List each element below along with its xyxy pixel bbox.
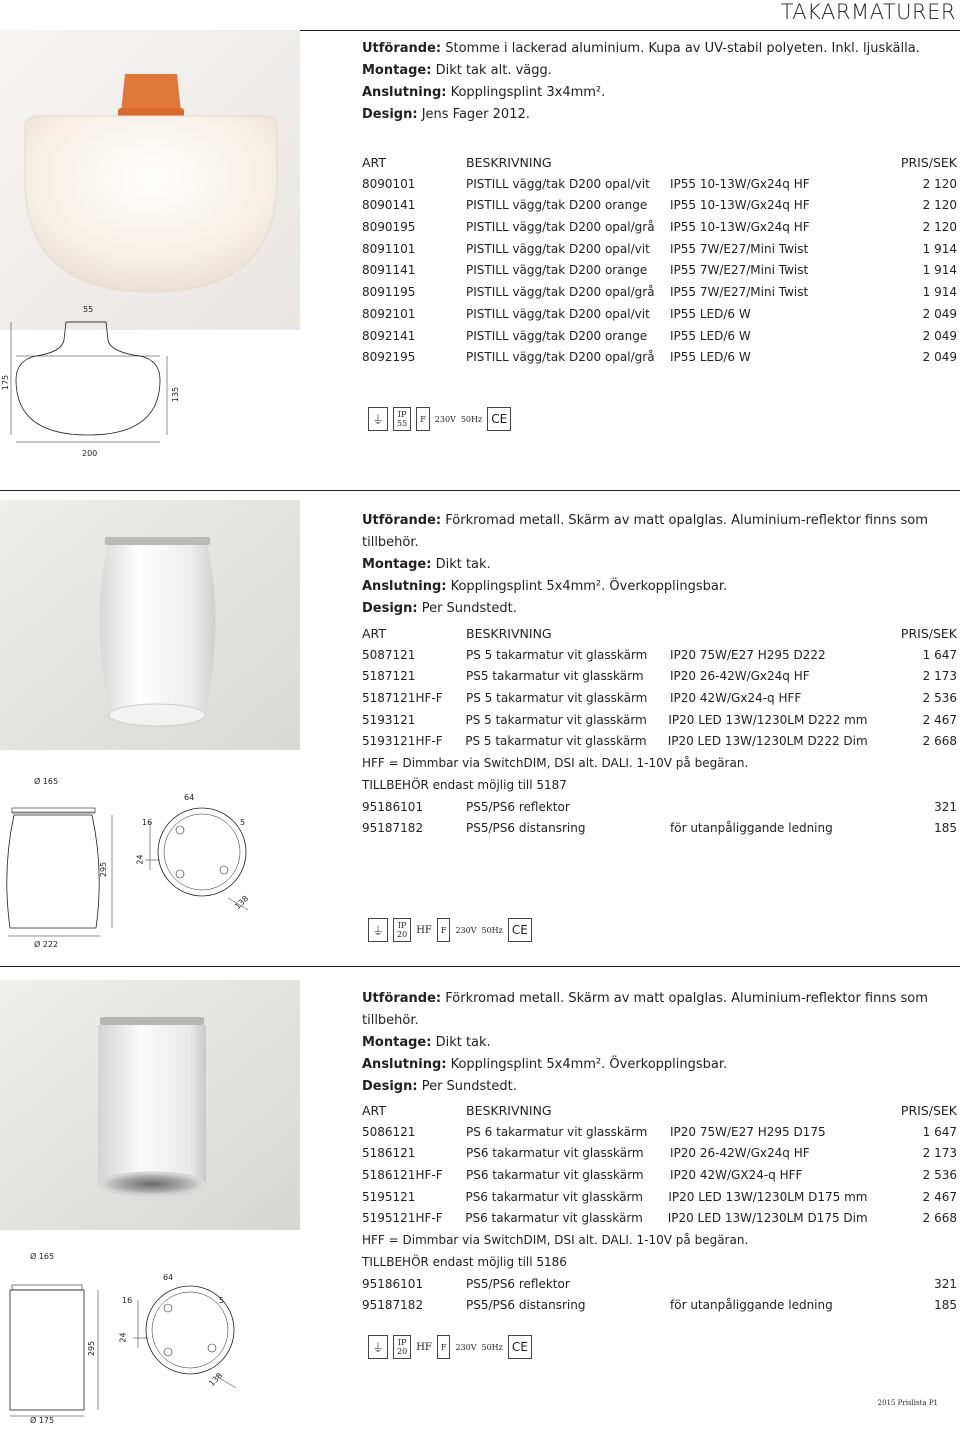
f-mark-icon: F <box>437 918 451 942</box>
pistill-price-table <box>362 152 957 369</box>
intro-line: Anslutning: Kopplingsplint 5x4mm². Överkopplingsbar. <box>362 1057 728 1072</box>
table-row: 5193121HF-F PS 5 takarmatur vit glasskärm IP20 LED 13W/1230LM D222 Dim 2 668 <box>362 734 957 749</box>
dim-5: 5 <box>219 1296 225 1305</box>
dim-bottom: Ø 222 <box>34 940 59 949</box>
hz-label: 50Hz <box>481 1342 503 1352</box>
intro-line: Montage: Dikt tak alt. vägg. <box>362 63 552 78</box>
table-row: 5187121HF-F PS 5 takarmatur vit glasskärm IP20 42W/Gx24-q HFF 2 536 <box>362 691 957 706</box>
dim-24: 24 <box>118 1332 128 1343</box>
ip-rating-icon: IP 20 <box>393 918 411 942</box>
hz-label: 50Hz <box>481 925 503 935</box>
table-row: 8092101 PISTILL vägg/tak D200 opal/vit IP55 LED/6 W 2 049 <box>362 306 957 321</box>
dim-135: 135 <box>171 386 181 403</box>
dim-16: 16 <box>122 1296 133 1305</box>
intro-line: Montage: Dikt tak. <box>362 557 491 572</box>
ps5-technical-drawing <box>0 760 260 960</box>
pistill-intro <box>362 38 920 126</box>
table-row: 8092195 PISTILL vägg/tak D200 opal/grå IP55 LED/6 W 2 049 <box>362 350 957 365</box>
table-header: ART BESKRIVNING PRIS/SEK <box>362 626 957 641</box>
accessory-row: 95186101 PS5/PS6 reflektor 321 <box>362 799 957 814</box>
table-row: 8092141 PISTILL vägg/tak D200 orange IP55 LED/6 W 2 049 <box>362 328 957 343</box>
intro-line: Montage: Dikt tak. <box>362 1035 491 1050</box>
ps6-photo <box>0 980 300 1230</box>
pistill-photo <box>0 30 300 330</box>
ce-mark-icon: CE <box>508 1335 532 1359</box>
intro-line: Anslutning: Kopplingsplint 5x4mm². Överkopplingsbar. <box>362 579 728 594</box>
accessory-row: 95186101 PS5/PS6 reflektor 321 <box>362 1276 957 1291</box>
table-row: 8090195 PISTILL vägg/tak D200 opal/grå IP55 10-13W/Gx24q HF 2 120 <box>362 220 957 235</box>
footer-label: 2015 Prislista P1 <box>877 1399 938 1407</box>
ip-rating-icon: IP 20 <box>393 1335 411 1359</box>
ps6-certifications <box>368 1334 532 1360</box>
table-row: 5193121 PS 5 takarmatur vit glasskärm IP20 LED 13W/1230LM D222 mm 2 467 <box>362 712 957 727</box>
intro-line: Utförande: Förkromad metall. Skärm av matt opalglas. Aluminium-reflektor finns som tillbehör. <box>362 513 928 550</box>
dim-top: Ø 165 <box>30 1252 55 1261</box>
hff-note: HFF = Dimmbar via SwitchDIM, DSI alt. DALI. 1-10V på begäran. <box>362 1233 749 1248</box>
table-row: 5195121 PS6 takarmatur vit glasskärm IP20 LED 13W/1230LM D175 mm 2 467 <box>362 1189 957 1204</box>
earth-icon: ⏚ <box>368 918 388 942</box>
hff-note: HFF = Dimmbar via SwitchDIM, DSI alt. DALI. 1-10V på begäran. <box>362 756 749 771</box>
table-row: 5186121HF-F PS6 takarmatur vit glasskärm IP20 42W/GX24-q HFF 2 536 <box>362 1168 957 1183</box>
f-mark-icon: F <box>437 1335 451 1359</box>
dim-64: 64 <box>163 1273 174 1282</box>
ps5-photo <box>0 500 300 750</box>
table-row: 5195121HF-F PS6 takarmatur vit glasskärm IP20 LED 13W/1230LM D175 Dim 2 668 <box>362 1211 957 1226</box>
ps5-intro <box>362 510 960 620</box>
earth-icon: ⏚ <box>368 407 388 431</box>
table-header: ART BESKRIVNING PRIS/SEK <box>362 1103 957 1118</box>
pistill-technical-drawing <box>0 300 200 460</box>
dim-138: 138 <box>233 893 251 912</box>
pistill-certifications <box>368 406 511 432</box>
accessories-title: TILLBEHÖR endast möjlig till 5187 <box>362 777 567 792</box>
table-row: 5087121 PS 5 takarmatur vit glasskärm IP20 75W/E27 H295 D222 1 647 <box>362 647 957 662</box>
table-row: 5186121 PS6 takarmatur vit glasskärm IP20 26-42W/Gx24q HF 2 173 <box>362 1146 957 1161</box>
section-rule <box>0 966 960 967</box>
dim-24: 24 <box>135 854 145 865</box>
intro-line: Design: Per Sundstedt. <box>362 1079 517 1094</box>
voltage-label: 230V <box>455 925 477 935</box>
hf-label: HF <box>416 924 432 936</box>
ps5-certifications <box>368 917 532 943</box>
table-header: ART BESKRIVNING PRIS/SEK <box>362 155 957 170</box>
intro-line: Anslutning: Kopplingsplint 3x4mm². <box>362 85 606 100</box>
table-row: 5086121 PS 6 takarmatur vit glasskärm IP20 75W/E27 H295 D175 1 647 <box>362 1124 957 1139</box>
dim-138: 138 <box>207 1370 225 1389</box>
table-row: 8090141 PISTILL vägg/tak D200 orange IP55 10-13W/Gx24q HF 2 120 <box>362 198 957 213</box>
table-row: 5187121 PS5 takarmatur vit glasskärm IP20 26-42W/Gx24q HF 2 173 <box>362 669 957 684</box>
hz-label: 50Hz <box>460 414 483 424</box>
earth-icon: ⏚ <box>368 1335 388 1359</box>
dim-height: 295 <box>99 861 109 878</box>
ps6-technical-drawing <box>0 1240 260 1430</box>
ps6-intro <box>362 988 960 1098</box>
accessory-row: 95187182 PS5/PS6 distansring för utanpåliggande ledning 185 <box>362 821 957 836</box>
hf-label: HF <box>416 1341 432 1353</box>
dim-55: 55 <box>83 305 94 314</box>
accessories-title: TILLBEHÖR endast möjlig till 5186 <box>362 1254 567 1269</box>
voltage-label: 230V <box>455 1342 477 1352</box>
dim-5: 5 <box>240 818 246 827</box>
f-mark-icon: F <box>416 407 430 431</box>
category-title: TAKARMATURER <box>780 0 956 24</box>
intro-line: Design: Jens Fager 2012. <box>362 107 530 122</box>
intro-line: Utförande: Stomme i lackerad aluminium. Kupa av UV-stabil polyeten. Inkl. ljuskälla. <box>362 41 920 56</box>
ip-rating-icon: IP 55 <box>393 407 411 431</box>
table-row: 8090101 PISTILL vägg/tak D200 opal/vit IP55 10-13W/Gx24q HF 2 120 <box>362 176 957 191</box>
dim-bottom: Ø 175 <box>30 1416 55 1425</box>
ps6-price-table <box>362 1100 957 1317</box>
ce-mark-icon: CE <box>487 407 511 431</box>
dim-64: 64 <box>184 793 195 802</box>
table-row: 8091141 PISTILL vägg/tak D200 orange IP55 7W/E27/Mini Twist 1 914 <box>362 263 957 278</box>
voltage-label: 230V <box>434 414 456 424</box>
dim-175: 175 <box>1 374 11 391</box>
section-rule <box>0 490 960 491</box>
table-row: 8091195 PISTILL vägg/tak D200 opal/grå IP55 7W/E27/Mini Twist 1 914 <box>362 285 957 300</box>
intro-line: Utförande: Förkromad metall. Skärm av matt opalglas. Aluminium-reflektor finns som tillbehör. <box>362 991 928 1028</box>
ps5-price-table <box>362 623 957 840</box>
dim-200: 200 <box>82 449 98 458</box>
intro-line: Design: Per Sundstedt. <box>362 601 517 616</box>
dim-top: Ø 165 <box>34 777 59 786</box>
accessory-row: 95187182 PS5/PS6 distansring för utanpåliggande ledning 185 <box>362 1298 957 1313</box>
ce-mark-icon: CE <box>508 918 532 942</box>
dim-16: 16 <box>142 818 153 827</box>
dim-height: 295 <box>87 1340 97 1357</box>
table-row: 8091101 PISTILL vägg/tak D200 opal/vit IP55 7W/E27/Mini Twist 1 914 <box>362 241 957 256</box>
